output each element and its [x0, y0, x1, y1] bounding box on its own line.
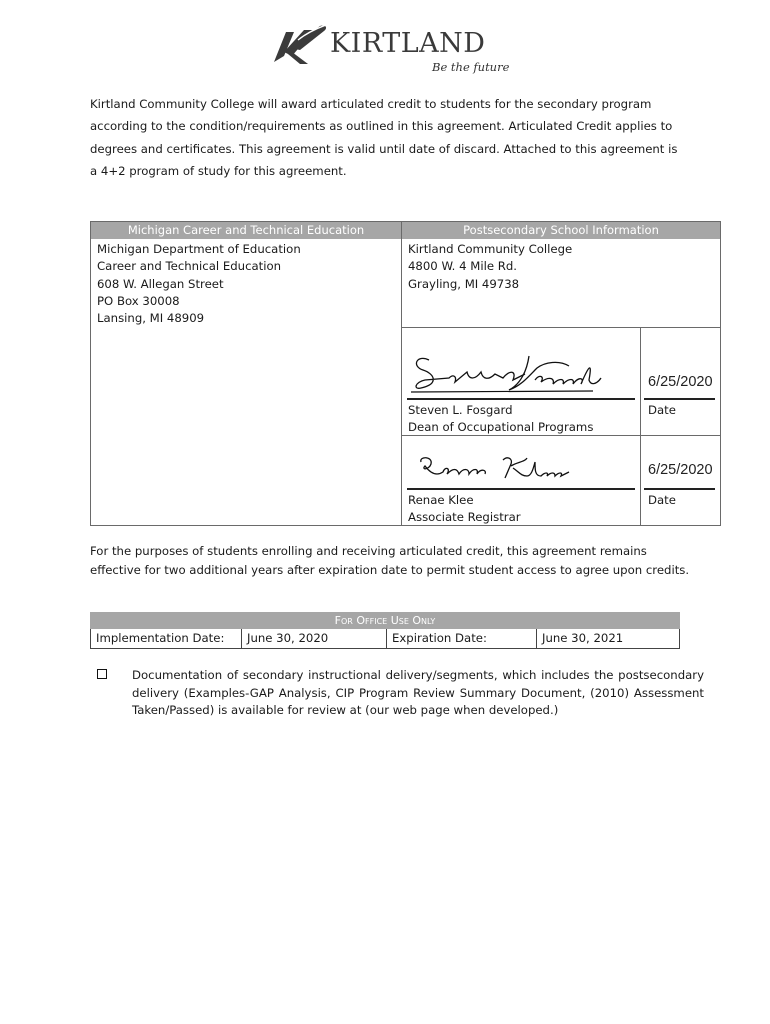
signer-2-name: Renae Klee	[408, 493, 474, 507]
address-line: Grayling, MI 49738	[408, 276, 520, 291]
signature-1-date: 6/25/2020	[648, 374, 713, 390]
address-line: 4800 W. 4 Mile Rd.	[408, 259, 517, 274]
kirtland-logo-mark-icon	[270, 22, 330, 68]
documentation-note: Documentation of secondary instructional delivery/segments, which includes the postsecondary delivery (Examples-GAP Analysis, CIP Program Review Summary Document, (2010) Assessment Taken/Passed) is available for review at (our web page when developed.)	[132, 668, 704, 717]
implementation-date-label: Implementation Date:	[96, 631, 225, 645]
left-column-header: Michigan Career and Technical Education	[91, 222, 401, 239]
address-line: Kirtland Community College	[408, 242, 573, 256]
implementation-date-value: June 30, 2020	[241, 629, 386, 648]
date-label-1: Date	[648, 403, 676, 417]
row-divider	[402, 327, 720, 328]
signer-2-title: Associate Registrar	[408, 510, 521, 524]
logo-tagline: Be the future	[432, 60, 510, 74]
address-line: PO Box 30008	[97, 293, 180, 308]
right-column-header: Postsecondary School Information	[402, 222, 720, 239]
address-line: Career and Technical Education	[97, 259, 282, 274]
date-column-divider	[640, 327, 641, 525]
signer-1-title: Dean of Occupational Programs	[408, 420, 594, 434]
column-divider	[401, 222, 402, 525]
mde-address	[97, 241, 301, 327]
date-label-2: Date	[648, 493, 676, 507]
intro-paragraph: Kirtland Community College will award articulated credit to students for the secondary program according to the condition/requirements as outlined in this agreement. Articulated Credit applies to degrees and certificates. This agreement is valid until date of discard. Attached to this agreement is a 4+2 program of study for this agreement.	[90, 97, 678, 178]
office-use-table	[90, 612, 680, 650]
signature-2-date: 6/25/2020	[648, 462, 713, 478]
date-line	[644, 488, 715, 490]
signature-line	[407, 398, 635, 400]
date-line	[644, 398, 715, 400]
address-line: 608 W. Allegan Street	[97, 276, 224, 291]
signature-image-klee	[417, 454, 577, 484]
signer-1-name: Steven L. Fosgard	[408, 403, 513, 417]
logo-wordmark: KIRTLAND	[330, 28, 486, 59]
office-use-header: For Office Use Only	[90, 612, 680, 629]
address-line: Michigan Department of Education	[97, 242, 301, 256]
expiration-date-label: Expiration Date:	[386, 629, 536, 648]
expiration-date-value: June 30, 2021	[536, 629, 679, 648]
kcc-address	[408, 241, 572, 293]
signature-line	[407, 488, 635, 490]
documentation-checkbox[interactable]	[97, 669, 107, 679]
agreement-info-table	[90, 221, 721, 526]
effective-paragraph: For the purposes of students enrolling and receiving articulated credit, this agreement remains effective for two additional years after expiration date to permit student access to agree upon credits.	[90, 544, 690, 577]
kirtland-logo	[270, 20, 510, 80]
address-line: Lansing, MI 48909	[97, 311, 205, 326]
signature-image-fosgard	[409, 350, 609, 398]
office-use-row	[90, 629, 680, 649]
